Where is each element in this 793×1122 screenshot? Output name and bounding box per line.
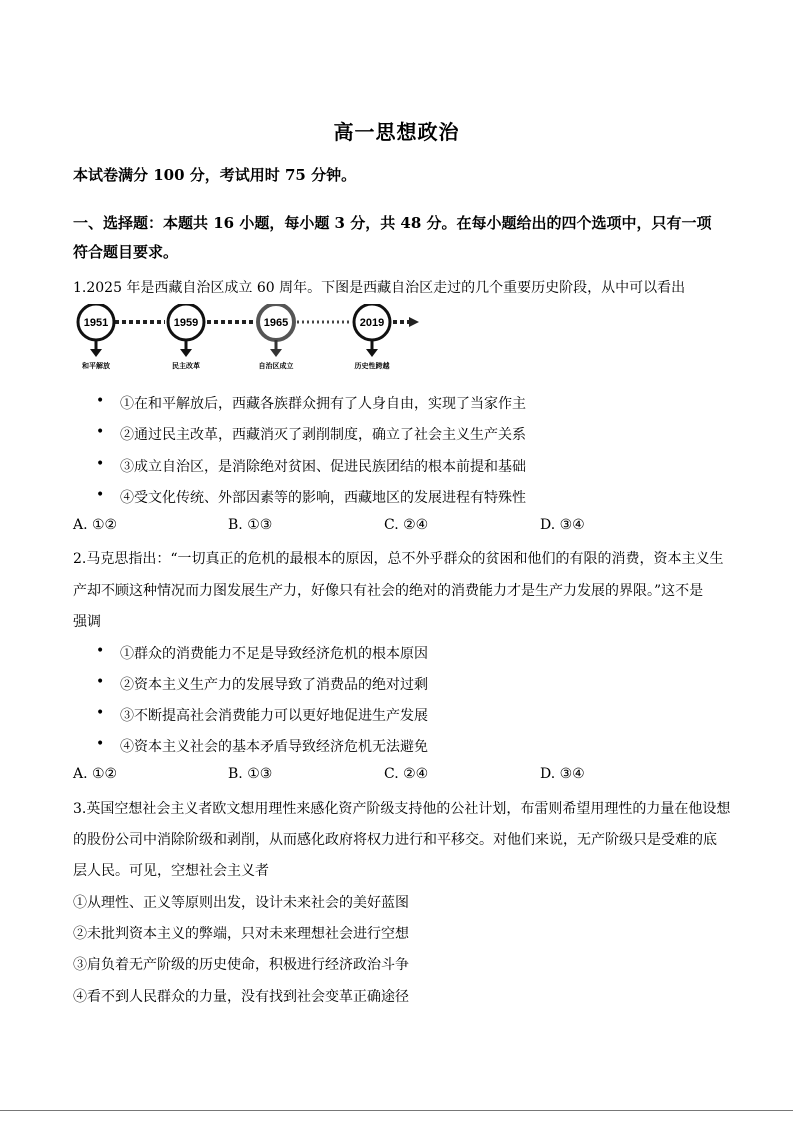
q3-stem-line-3: 层人民。可见，空想社会主义者 xyxy=(73,863,269,879)
history-timeline-figure xyxy=(73,304,423,374)
section-heading-line-1: 一、选择题：本题共 16 小题，每小题 3 分，共 48 分。在每小题给出的四个选项中，只有一项 xyxy=(73,214,712,232)
q2-stem-line-1: 2.马克思指出：“一切真正的危机的最根本的原因，总不外乎群众的贫困和他们的有限的消费，资本主义生 xyxy=(73,551,724,567)
bullet-icon: • xyxy=(96,643,105,659)
q3-item: ①从理性、正义等原则出发，设计未来社会的美好蓝图 xyxy=(73,895,409,911)
timeline-label: 自治区成立 xyxy=(258,362,294,370)
page-bottom-divider xyxy=(0,1110,793,1111)
bullet-icon: • xyxy=(96,393,105,409)
q1-option-b[interactable]: B. ①③ xyxy=(228,517,273,533)
q1-option-a[interactable]: A. ①② xyxy=(73,517,118,533)
timeline-year: 1965 xyxy=(263,317,289,329)
q2-option-d[interactable]: D. ③④ xyxy=(540,766,585,782)
timeline-node-2019 xyxy=(354,304,391,370)
bullet-icon: • xyxy=(96,736,105,752)
q1-item: ③成立自治区，是消除绝对贫困、促进民族团结的根本前提和基础 xyxy=(120,459,526,475)
q3-item: ②未批判资本主义的弊端，只对未来理想社会进行空想 xyxy=(73,926,409,942)
q3-stem-line-1: 3.英国空想社会主义者欧文想用理性来感化资产阶级支持他的公社计划，布雷则希望用理性的力量在他设想 xyxy=(73,801,731,817)
q2-item: ②资本主义生产力的发展导致了消费品的绝对过剩 xyxy=(120,677,428,693)
q1-option-d[interactable]: D. ③④ xyxy=(540,517,585,533)
timeline-label: 民主改革 xyxy=(172,362,200,370)
timeline-node-1959 xyxy=(168,304,204,370)
bullet-icon: • xyxy=(96,487,105,503)
exam-intro: 本试卷满分 100 分，考试用时 75 分钟。 xyxy=(73,166,357,184)
bullet-icon: • xyxy=(96,456,105,472)
q3-stem-line-2: 的股份公司中消除阶级和剥削，从而感化政府将权力进行和平移交。对他们来说，无产阶级只是受难的底 xyxy=(73,832,717,848)
page-title: 高一思想政治 xyxy=(333,120,460,144)
q2-option-a[interactable]: A. ①② xyxy=(73,766,118,782)
q1-stem-line-1: 1.2025 年是西藏自治区成立 60 周年。下图是西藏自治区走过的几个重要历史阶段，从中可以看出 xyxy=(73,280,686,296)
timeline-year: 1951 xyxy=(83,317,109,329)
timeline-arrowhead xyxy=(409,317,419,327)
q3-item: ③肩负着无产阶级的历史使命，积极进行经济政治斗争 xyxy=(73,957,409,973)
q2-option-b[interactable]: B. ①③ xyxy=(228,766,273,782)
q1-item: ①在和平解放后，西藏各族群众拥有了人身自由，实现了当家作主 xyxy=(120,396,526,412)
timeline-node-1951 xyxy=(78,304,114,370)
q2-option-c[interactable]: C. ②④ xyxy=(384,766,429,782)
timeline-node-1965 xyxy=(258,304,294,370)
q1-option-c[interactable]: C. ②④ xyxy=(384,517,429,533)
timeline-label: 历史性跨越 xyxy=(354,362,390,370)
q2-stem-line-2: 产却不顾这种情况而力图发展生产力，好像只有社会的绝对的消费能力才是生产力发展的界限。”这不是 xyxy=(73,583,704,599)
q2-item: ③不断提高社会消费能力可以更好地促进生产发展 xyxy=(120,708,428,724)
q2-item: ①群众的消费能力不足是导致经济危机的根本原因 xyxy=(120,646,428,662)
q3-item: ④看不到人民群众的力量，没有找到社会变革正确途径 xyxy=(73,989,409,1005)
timeline-year: 2019 xyxy=(359,317,385,329)
q1-item: ④受文化传统、外部因素等的影响，西藏地区的发展进程有特殊性 xyxy=(120,490,526,506)
section-heading-line-2: 符合题目要求。 xyxy=(73,243,179,261)
timeline-year: 1959 xyxy=(173,317,199,329)
q1-item: ②通过民主改革，西藏消灭了剥削制度，确立了社会主义生产关系 xyxy=(120,427,526,443)
bullet-icon: • xyxy=(96,705,105,721)
q2-stem-line-3: 强调 xyxy=(73,614,101,630)
bullet-icon: • xyxy=(96,424,105,440)
bullet-icon: • xyxy=(96,674,105,690)
q2-item: ④资本主义社会的基本矛盾导致经济危机无法避免 xyxy=(120,739,428,755)
timeline-label: 和平解放 xyxy=(82,362,110,370)
